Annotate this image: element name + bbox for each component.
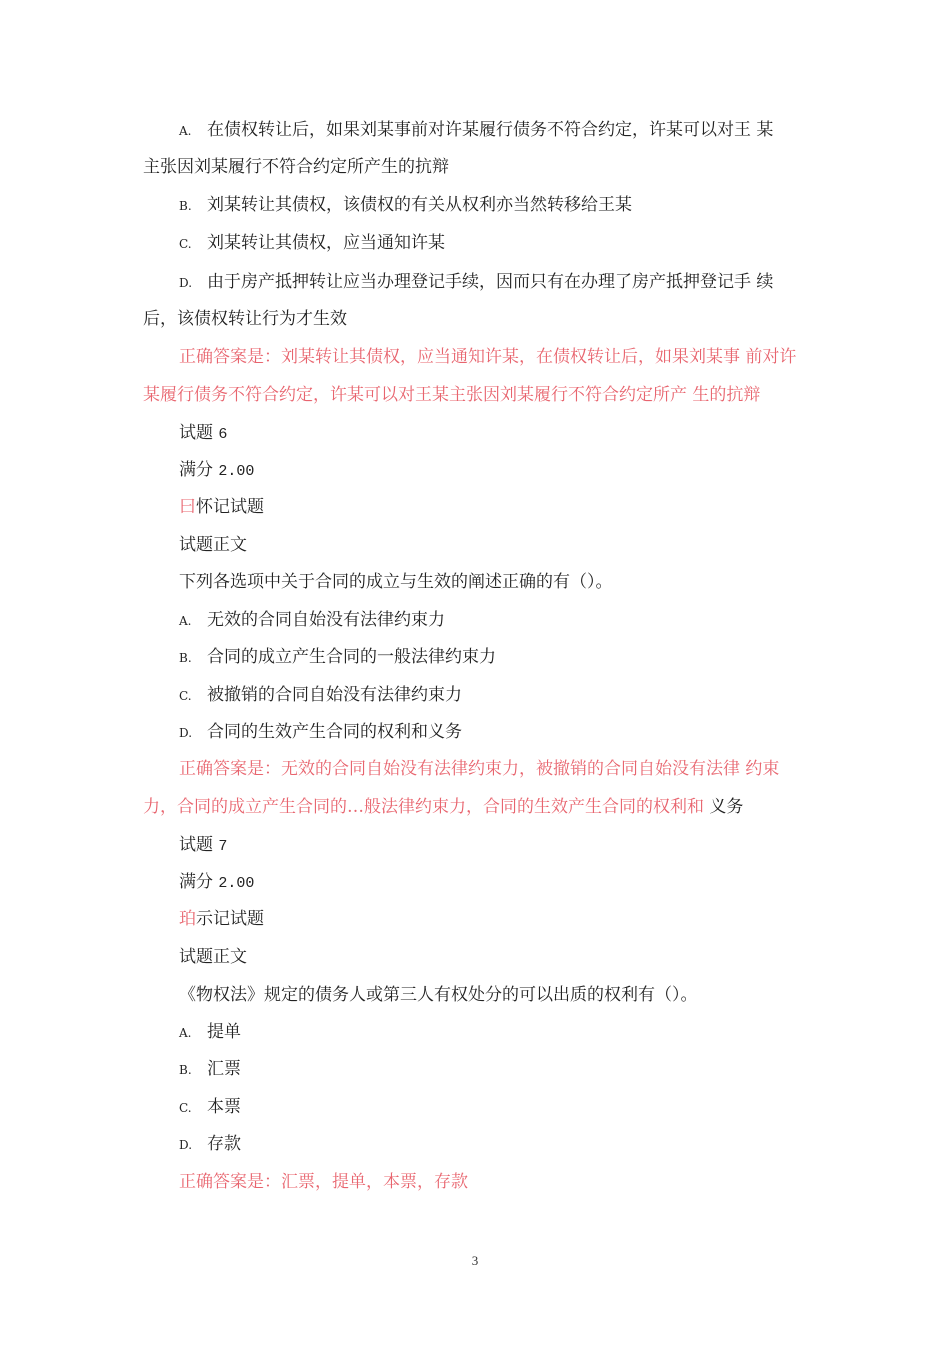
- q6-answer-line-1: 正确答案是：无效的合同自始没有法律约束力，被撤销的合同自始没有法律 约束: [179, 759, 780, 779]
- page-number: 3: [471, 1253, 479, 1268]
- option-text: 在债权转让后，如果刘某事前对许某履行债务不符合约定，许某可以对王 某: [207, 120, 774, 140]
- q6-option-a[interactable]: [179, 609, 445, 632]
- q5-option-a: [179, 119, 773, 142]
- option-letter: C.: [179, 689, 192, 703]
- option-text: 被撤销的合同自始没有法律约束力: [207, 685, 462, 705]
- q7-answer: 正确答案是：汇票，提单，本票，存款: [179, 1172, 468, 1192]
- q5-option-c: [179, 232, 445, 255]
- flag-icon: 曰: [179, 497, 196, 517]
- score-value: 2.00: [218, 875, 255, 892]
- question-label: 试题: [179, 835, 213, 855]
- option-text: 合同的生效产生合同的权利和义务: [207, 722, 462, 742]
- q7-option-b[interactable]: [179, 1058, 241, 1081]
- option-letter: D.: [179, 1138, 193, 1152]
- q6-question-text: 下列各选项中关于合同的成立与生效的阐述正确的有（）。: [179, 572, 613, 592]
- q6-score: [179, 459, 254, 483]
- option-letter: C.: [179, 237, 192, 251]
- q5-option-b: [179, 194, 632, 217]
- flag-label: 示记试题: [196, 909, 264, 929]
- q6-answer-line-2: [143, 796, 743, 818]
- option-text: 存款: [207, 1134, 241, 1154]
- q7-option-d[interactable]: [179, 1133, 241, 1156]
- q5-option-d: [179, 271, 773, 294]
- question-number: 6: [218, 426, 228, 443]
- q6-title: [179, 422, 227, 446]
- flag-label: 怀记试题: [196, 497, 264, 517]
- q7-option-a[interactable]: [179, 1021, 241, 1044]
- q6-flag-question[interactable]: [179, 496, 264, 518]
- option-letter: C.: [179, 1101, 192, 1115]
- q7-option-c[interactable]: [179, 1096, 241, 1119]
- option-text: 汇票: [207, 1059, 241, 1079]
- option-text: 提单: [207, 1022, 241, 1042]
- q5-answer-line-1: 正确答案是：刘某转让其债权，应当通知许某，在债权转让后，如果刘某事 前对许: [179, 347, 797, 367]
- option-text: 由于房产抵押转让应当办理登记手续，因而只有在办理了房产抵押登记手 续: [207, 272, 774, 292]
- question-label: 试题: [179, 423, 213, 443]
- q6-body-label: 试题正文: [179, 535, 247, 555]
- option-text: 无效的合同自始没有法律约束力: [207, 610, 445, 630]
- option-letter: B.: [179, 1063, 192, 1077]
- q7-title: [179, 834, 227, 858]
- q6-option-c[interactable]: [179, 684, 462, 707]
- option-text: 合同的成立产生合同的一般法律约束力: [207, 647, 496, 667]
- option-letter: D.: [179, 726, 193, 740]
- option-letter: B.: [179, 651, 192, 665]
- score-value: 2.00: [218, 463, 255, 480]
- option-text: 刘某转让其债权，应当通知许某: [207, 233, 445, 253]
- q6-option-d[interactable]: [179, 721, 462, 744]
- q7-score: [179, 871, 254, 895]
- option-letter: A.: [179, 1026, 192, 1040]
- flag-icon: 珀: [179, 909, 196, 929]
- option-letter: A.: [179, 614, 192, 628]
- q7-question-text: 《物权法》规定的债务人或第三人有权处分的可以出质的权利有（）。: [179, 985, 698, 1005]
- option-letter: D.: [179, 276, 193, 290]
- option-text: 本票: [207, 1097, 241, 1117]
- option-letter: B.: [179, 199, 192, 213]
- q6-option-b[interactable]: [179, 646, 496, 669]
- q5-option-d-cont: 后，该债权转让行为才生效: [143, 309, 347, 329]
- option-letter: A.: [179, 124, 192, 138]
- score-label: 满分: [179, 872, 213, 892]
- q5-answer-line-2: 某履行债务不符合约定，许某可以对王某主张因刘某履行不符合约定所产 生的抗辩: [143, 385, 761, 405]
- answer-text: 力，合同的成立产生合同的…般法律约束力，合同的生效产生合同的权利和: [143, 797, 704, 817]
- q7-flag-question[interactable]: [179, 908, 264, 930]
- score-label: 满分: [179, 460, 213, 480]
- q5-option-a-cont: 主张因刘某履行不符合约定所产生的抗辩: [143, 157, 449, 177]
- option-text: 刘某转让其债权，该债权的有关从权利亦当然转移给王某: [207, 195, 632, 215]
- q7-body-label: 试题正文: [179, 947, 247, 967]
- answer-text-tail: 义务: [704, 797, 744, 817]
- question-number: 7: [218, 838, 228, 855]
